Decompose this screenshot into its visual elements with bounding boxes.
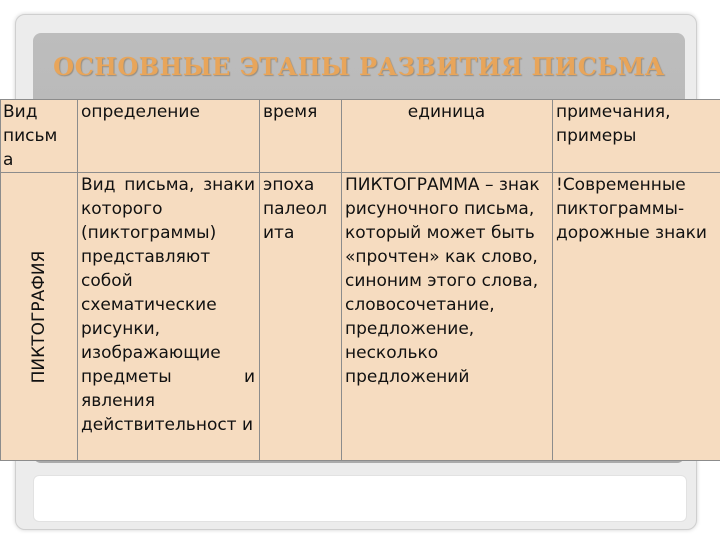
header-unit: единица [342,100,553,173]
footer-panel [33,475,687,522]
writing-stages-table-container [0,99,720,461]
row-notes: !Современные пиктограммы-дорожные знаки [553,173,720,461]
row-type-cell [1,173,78,461]
row-type-label: ПИКТОГРАФИЯ [29,250,49,383]
header-definition: определение [78,100,260,173]
table-header-row [1,100,720,173]
header-time: время [260,100,342,173]
row-definition: Вид письма, знаки которого (пиктограммы) представляют собой схематические рисунки, изображающие предметы и явления действительност и [78,173,260,461]
header-notes: примечания, примеры [553,100,720,173]
writing-stages-table [0,99,720,461]
table-row [1,173,720,461]
row-time: эпоха палеол ита [260,173,342,461]
header-type: Вид письм а [1,100,78,173]
slide-title: ОСНОВНЫЕ ЭТАПЫ РАЗВИТИЯ ПИСЬМА [53,52,665,81]
row-unit: ПИКТОГРАММА – знак рисуночного письма, который может быть «прочтен» как слово, синоним этого слова, словосочетание, предложение, несколько предложений [342,173,553,461]
